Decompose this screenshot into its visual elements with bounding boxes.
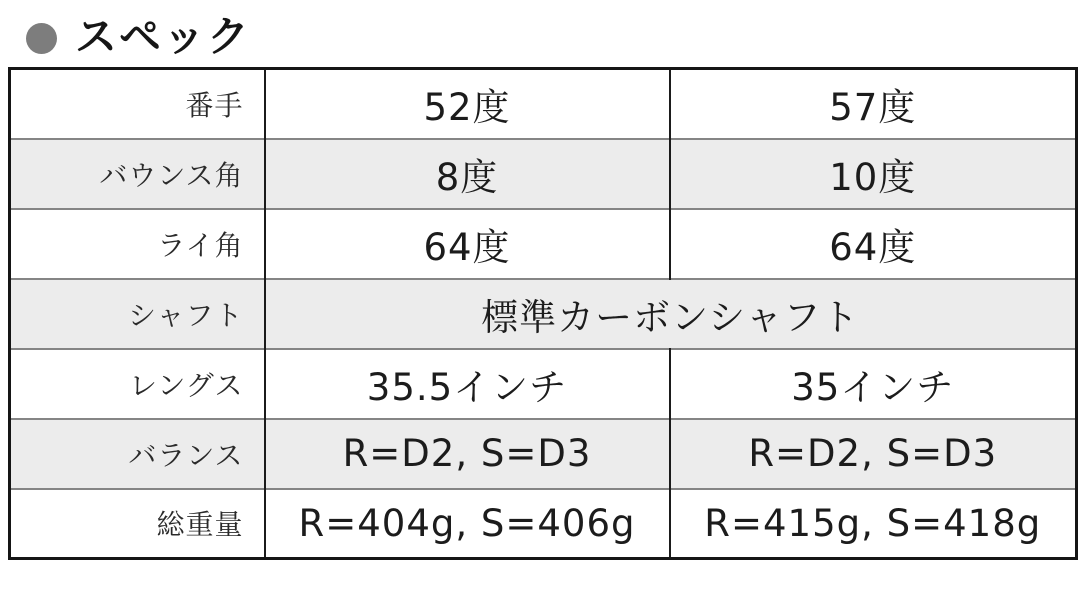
spec-row-length bbox=[10, 349, 1077, 419]
row-value-left: R=D2, S=D3 bbox=[265, 419, 670, 489]
row-label: レングス bbox=[10, 349, 265, 419]
row-value-right: R=D2, S=D3 bbox=[670, 419, 1077, 489]
row-value-left: 64度 bbox=[265, 209, 670, 279]
section-header bbox=[0, 0, 1080, 61]
spec-row-lie-angle bbox=[10, 209, 1077, 279]
row-label: シャフト bbox=[10, 279, 265, 349]
row-value-left: 52度 bbox=[265, 69, 670, 139]
spec-row-bounce-angle bbox=[10, 139, 1077, 209]
row-label: バウンス角 bbox=[10, 139, 265, 209]
row-value-right: 35インチ bbox=[670, 349, 1077, 419]
row-value-left: 8度 bbox=[265, 139, 670, 209]
bullet-icon bbox=[26, 23, 57, 54]
spec-table bbox=[8, 67, 1078, 560]
row-value-left: R=404g, S=406g bbox=[265, 489, 670, 559]
row-label: ライ角 bbox=[10, 209, 265, 279]
spec-row-total-weight bbox=[10, 489, 1077, 559]
row-value-left: 35.5インチ bbox=[265, 349, 670, 419]
row-label: 総重量 bbox=[10, 489, 265, 559]
row-value-right: 10度 bbox=[670, 139, 1077, 209]
spec-row-shaft bbox=[10, 279, 1077, 349]
section-title: スペック bbox=[75, 12, 252, 61]
row-value-span: 標準カーボンシャフト bbox=[265, 279, 1077, 349]
row-value-right: R=415g, S=418g bbox=[670, 489, 1077, 559]
spec-row-balance bbox=[10, 419, 1077, 489]
row-label: 番手 bbox=[10, 69, 265, 139]
row-value-right: 57度 bbox=[829, 85, 917, 129]
row-label: バランス bbox=[10, 419, 265, 489]
row-value-right: 64度 bbox=[670, 209, 1077, 279]
spec-row-club-number bbox=[10, 69, 1077, 139]
